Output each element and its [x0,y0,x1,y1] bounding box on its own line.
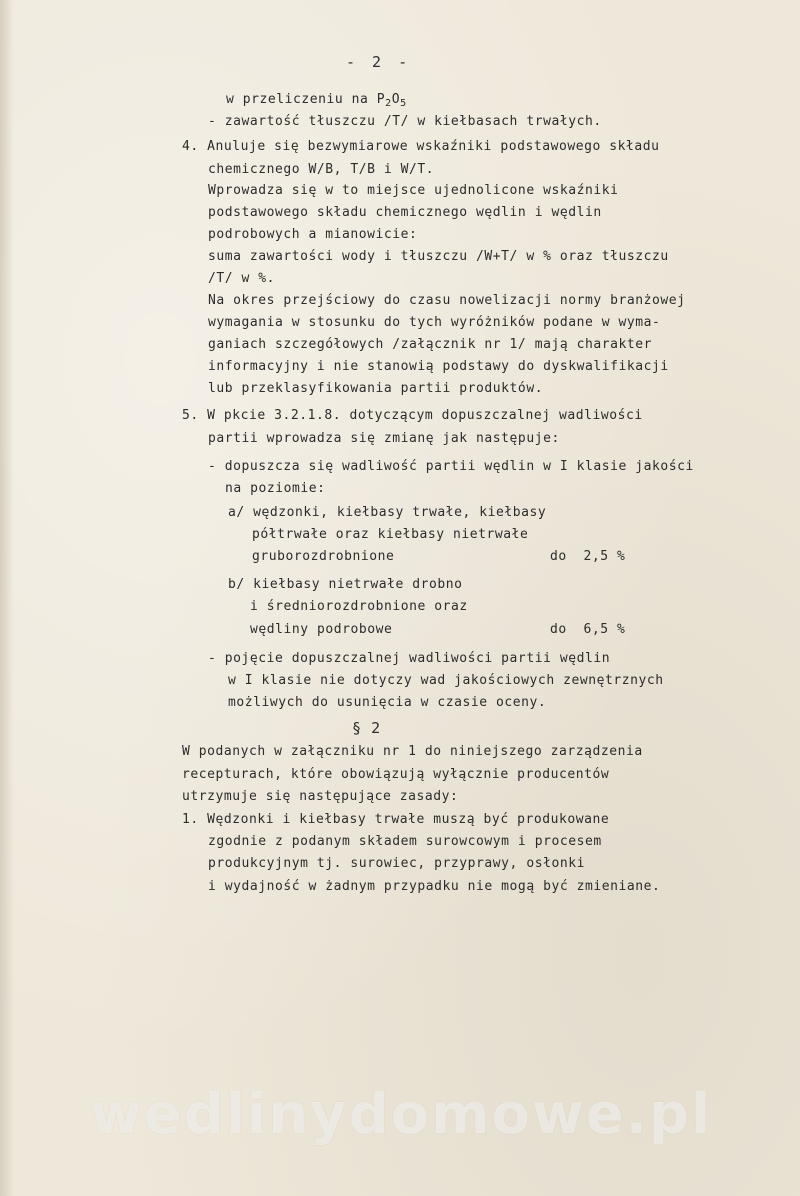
limit-value-a: do 2,5 % [550,549,626,564]
line-28: W podanych w załączniku nr 1 do niniejszego zarządzenia [182,744,643,759]
line-27: możliwych do usunięcia w czasie oceny. [228,695,547,710]
page-number: - 2 - [346,53,412,71]
watermark: wedlinydomowe.pl [90,1082,713,1147]
line-08: suma zawartości wody i tłuszczu /W+T/ w % oraz tłuszczu [208,249,669,264]
item-5-heading: 5. W pkcie 3.2.1.8. dotyczącym dopuszczalnej wadliwości [182,408,643,423]
line-06: podstawowego składu chemicznego wędlin i wędlin [208,205,602,220]
line-12: ganiach szczegółowych /załącznik nr 1/ mają charakter [208,337,652,352]
line-34: i wydajność w żadnym przypadku nie mogą być zmieniane. [208,879,661,894]
line-04: chemicznego W/B, T/B i W/T. [208,162,435,177]
line-05: Wprowadza się w to miejsce ujednolicone wskaźniki [208,183,619,198]
line-19: a/ wędzonki, kiełbasy trwałe, kiełbasy [228,505,547,520]
line-29: recepturach, które obowiązują wyłącznie producentów [182,767,610,782]
line-11: wymagania w stosunku do tych wyróżników podane w wyma- [208,315,661,330]
line-33: produkcyjnym tj. surowiec, przyprawy, osłonki [208,856,585,871]
line-26: w I klasie nie dotyczy wad jakościowych zewnętrznych [228,673,664,688]
line-30: utrzymuje się następujące zasady: [182,789,459,804]
line-07: podrobowych a mianowicie: [208,227,418,242]
paper-edge-shadow [0,0,14,1196]
line-24: wędliny podrobowe [250,622,393,637]
line-23: i średniorozdrobnione oraz [250,599,468,614]
line-32: zgodnie z podanym składem surowcowym i procesem [208,834,602,849]
line-formula [226,92,407,108]
formula-sub-2: 2 [385,98,392,109]
line-18: na poziomie: [225,481,326,496]
line-13: informacyjny i nie stanowią podstawy do dyskwalifikacji [208,359,669,374]
item-4-heading: 4. Anuluje się bezwymiarowe wskaźniki podstawowego składu [182,139,660,154]
item-1-heading: 1. Wędzonki i kiełbasy trwałe muszą być produkowane [182,812,610,827]
line-10: Na okres przejściowy do czasu nowelizacji normy branżowej [208,293,686,308]
section-heading: § 2 [352,719,381,737]
line-14: lub przeklasyfikowania partii produktów. [208,381,544,396]
line-16: partii wprowadza się zmianę jak następuje: [208,431,560,446]
line-09: /T/ w %. [208,271,276,286]
line-25: - pojęcie dopuszczalnej wadliwości partii wędlin [208,651,611,666]
line-17: - dopuszcza się wadliwość partii wędlin w I klasie jakości [208,459,694,474]
limit-value-b: do 6,5 % [550,622,626,637]
line-21: gruborozdrobnione [252,549,395,564]
line-02: - zawartość tłuszczu /T/ w kiełbasach trwałych. [208,114,602,129]
formula-o: O [391,92,401,107]
line-20: półtrwałe oraz kiełbasy nietrwałe [252,527,529,542]
formula-text: w przeliczeniu na P [226,92,386,107]
line-22: b/ kiełbasy nietrwałe drobno [228,577,463,592]
formula-sub-5: 5 [400,98,407,109]
